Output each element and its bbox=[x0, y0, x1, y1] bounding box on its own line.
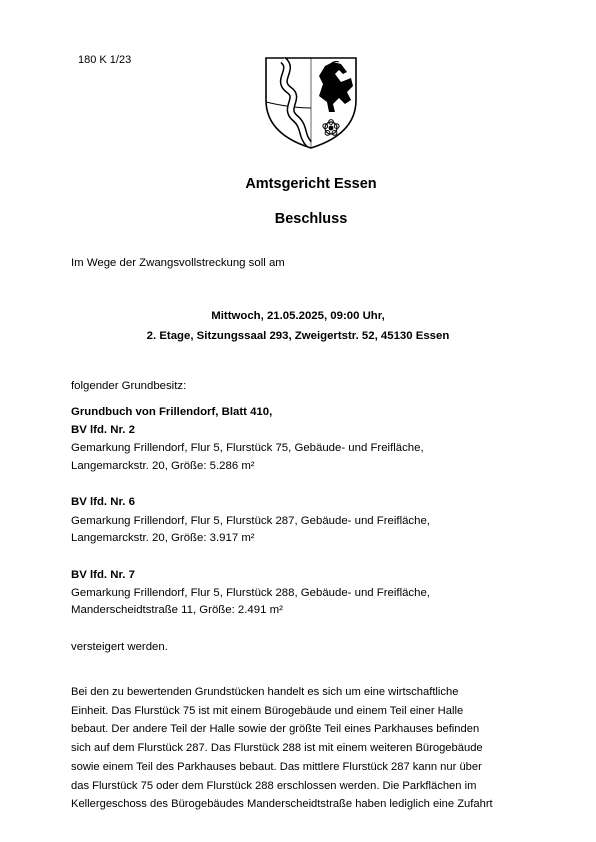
intro-text: Im Wege der Zwangsvollstreckung soll am bbox=[71, 257, 285, 269]
body-line: das Flurstück 75 oder dem Flurstück 288 erschlossen werden. Die Parkflächen im bbox=[71, 779, 477, 792]
bv-line: Gemarkung Frillendorf, Flur 5, Flurstück 288, Gebäude- und Freifläche, bbox=[71, 587, 430, 599]
bv-line: Gemarkung Frillendorf, Flur 5, Flurstück 287, Gebäude- und Freifläche, bbox=[71, 515, 430, 527]
case-number: 180 K 1/23 bbox=[78, 54, 132, 66]
bv-title: BV lfd. Nr. 2 bbox=[71, 424, 135, 436]
body-line: sich auf dem Flurstück 287. Das Flurstück 288 ist mit einem weiteren Bürogebäude bbox=[71, 742, 483, 755]
body-line: Kellergeschoss des Bürogebäudes Manderscheidtstraße haben lediglich eine Zufahrt bbox=[71, 798, 493, 811]
bv-line: Langemarckstr. 20, Größe: 3.917 m² bbox=[71, 532, 255, 544]
termin-datetime: Mittwoch, 21.05.2025, 09:00 Uhr, bbox=[211, 310, 385, 322]
body-paragraph bbox=[71, 683, 541, 814]
bv-line: Langemarckstr. 20, Größe: 5.286 m² bbox=[71, 460, 255, 472]
grundbesitz-label: folgender Grundbesitz: bbox=[71, 380, 187, 392]
body-line: Einheit. Das Flurstück 75 ist mit einem Bürogebäude und einem Teil einer Halle bbox=[71, 704, 464, 717]
nrw-coat-of-arms-icon bbox=[261, 52, 361, 152]
document-title: Beschluss bbox=[274, 211, 348, 227]
court-name: Amtsgericht Essen bbox=[245, 176, 377, 192]
body-line: bebaut. Der andere Teil der Halle sowie der größte Teil eines Parkhauses befinden bbox=[71, 723, 480, 736]
grundbuch-heading: Grundbuch von Frillendorf, Blatt 410, bbox=[71, 406, 273, 418]
bv-title: BV lfd. Nr. 6 bbox=[71, 496, 135, 508]
bv-line: Gemarkung Frillendorf, Flur 5, Flurstück 75, Gebäude- und Freifläche, bbox=[71, 442, 424, 454]
termin-location: 2. Etage, Sitzungssaal 293, Zweigertstr. 52, 45130 Essen bbox=[146, 330, 450, 342]
versteigert-text: versteigert werden. bbox=[71, 641, 168, 653]
bv-title: BV lfd. Nr. 7 bbox=[71, 569, 135, 581]
body-line: sowie einem Teil des Parkhauses bebaut. Das mittlere Flurstück 287 kann nur über bbox=[71, 760, 482, 773]
bv-line: Manderscheidtstraße 11, Größe: 2.491 m² bbox=[71, 604, 283, 616]
body-line: Bei den zu bewertenden Grundstücken handelt es sich um eine wirtschaftliche bbox=[71, 686, 459, 698]
